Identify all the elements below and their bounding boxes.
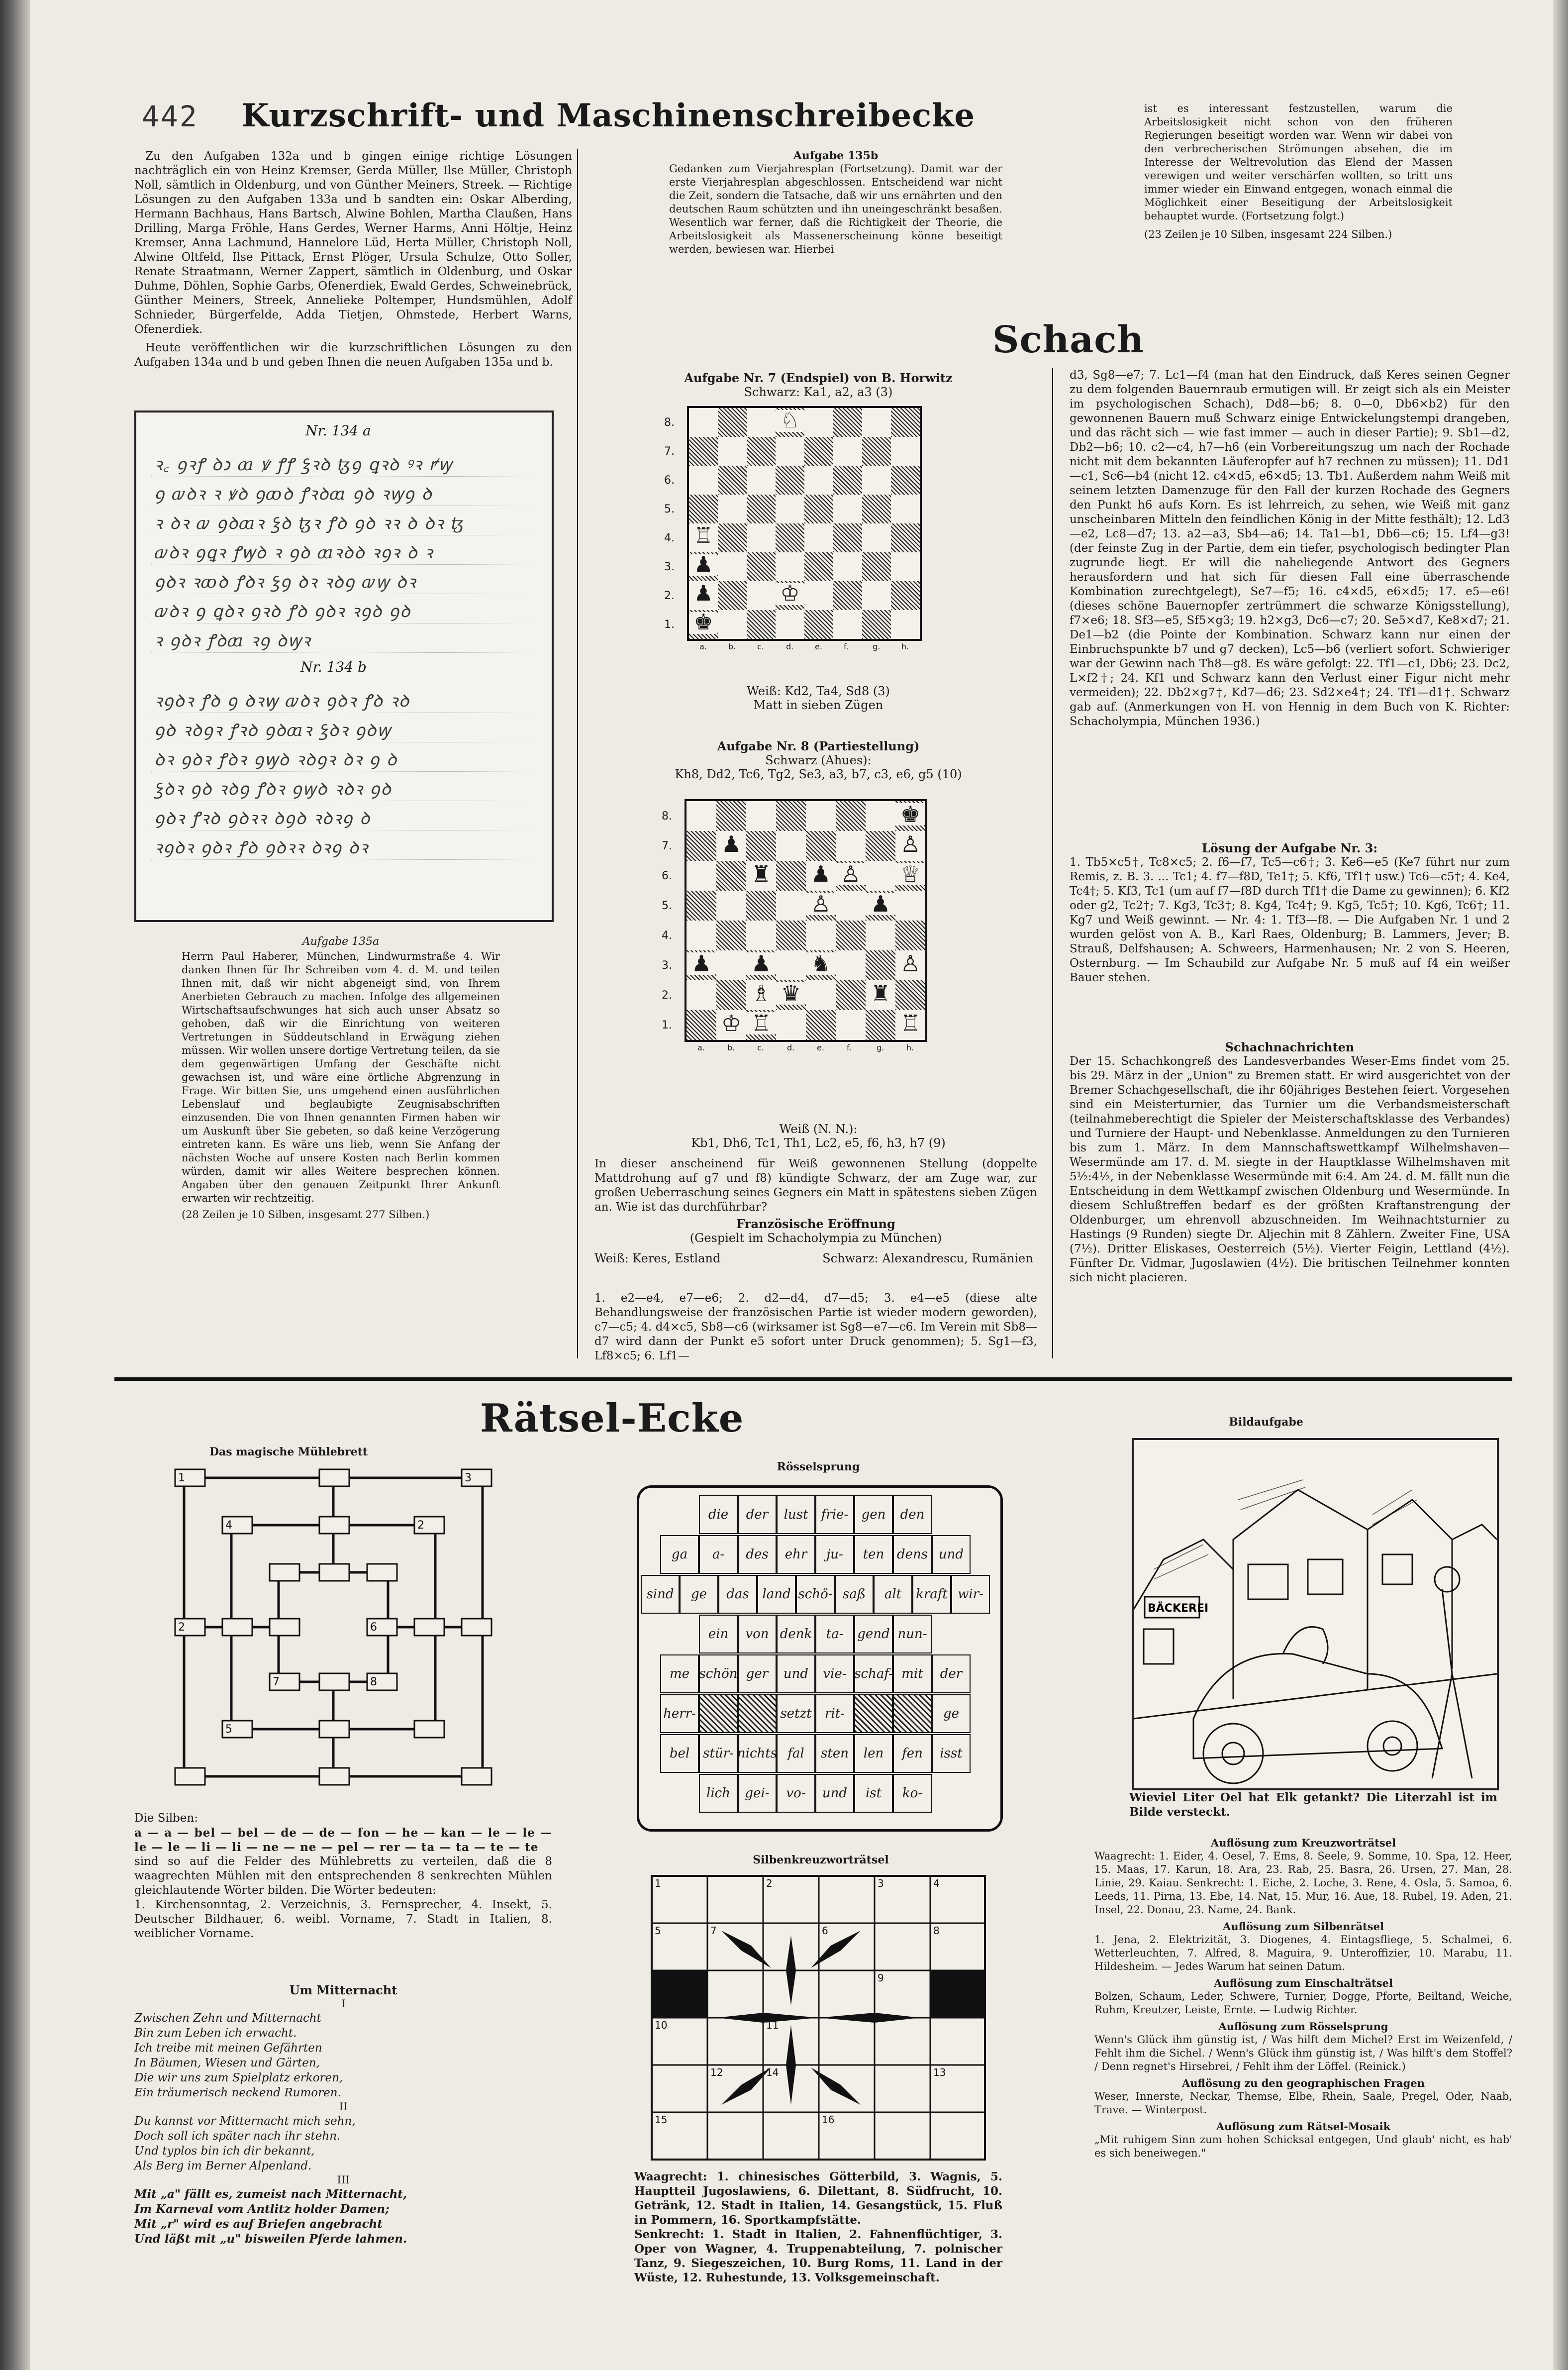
svg-text:4: 4 bbox=[933, 1877, 940, 1889]
solutions-title-geography: Auflösung zu den geographischen Fragen bbox=[1182, 2077, 1425, 2089]
knight-tour-cell: lust bbox=[777, 1495, 815, 1534]
knight-tour-cell: ga bbox=[660, 1535, 699, 1574]
poem-title: Um Mitternacht bbox=[289, 1983, 397, 1997]
crossword-across: Waagrecht: 1. chinesisches Götterbild, 3. Wagnis, 5. Hauptteil Jugoslawiens, 6. Dilettant, 8. Südfrucht, 10. Getränk, 12. Stadt in Italien, 14. Gesangstück, 15. Fluß in Pommern, 16. Sportkampfstätte. bbox=[634, 2170, 1002, 2227]
knight-tour-cell: und bbox=[777, 1654, 815, 1693]
chessboard-problem7 bbox=[664, 408, 943, 667]
chessboard-problem8 bbox=[662, 801, 950, 1070]
svg-text:5: 5 bbox=[655, 1925, 661, 1937]
knight-tour-cell: gei- bbox=[738, 1774, 777, 1813]
knight-tour-cell: ger bbox=[738, 1654, 777, 1693]
knight-tour-cell: der bbox=[932, 1654, 971, 1693]
knight-tour-cell: vo- bbox=[777, 1774, 815, 1813]
knight-tour-cell: ehr bbox=[777, 1535, 815, 1574]
chess-piece-e6: ♟ bbox=[806, 863, 836, 885]
knight-tour-cell: schö- bbox=[796, 1575, 835, 1614]
solutions-mosaic: „Mit ruhigem Sinn zum hohen Schicksal entgegen, Und glaub' nicht, es hab' es sich beneiwegen." bbox=[1094, 2134, 1512, 2159]
file-label: g. bbox=[877, 1043, 884, 1052]
chess-solution bbox=[1070, 841, 1510, 985]
knight-tour-cell: len bbox=[854, 1734, 893, 1773]
poem-midnight bbox=[134, 1983, 552, 2247]
knight-tour-cell: das bbox=[718, 1575, 757, 1614]
poem-stanza-2: Du kannst vor Mitternacht mich sehn, Doch soll ich später nach ihr stehn. Und typlos bin ich dir bekannt, Als Berg im Berner Alpenland. bbox=[134, 2115, 356, 2172]
file-label: b. bbox=[728, 642, 736, 651]
task-135b-text: Gedanken zum Vierjahresplan (Fortsetzung). Damit war der erste Vierjahresplan abgeschlossen. Entscheidend war nicht die Zeit, sondern die Tatsache, daß wir uns ernährten und den deutschen Raum schützten und ihn uneingeschränkt besaßen. Wesentlich war ferner, daß die Richtigkeit der Theorie, die Arbeitslosigkeit als Massenerscheinung könne beseitigt werden, bewiesen war. Hierbei bbox=[669, 163, 1002, 255]
mill-syllables-label: Die Silben: bbox=[134, 1812, 198, 1825]
board-frame bbox=[687, 406, 922, 641]
opening-header bbox=[594, 1217, 1037, 1245]
chess-piece-e5: ♙ bbox=[806, 893, 836, 915]
chess-piece-f6: ♙ bbox=[836, 863, 866, 885]
poem-stanza-1-number: I bbox=[341, 1998, 346, 2010]
knight-tour-cell: ten bbox=[854, 1535, 893, 1574]
chess-piece-d2: ♛ bbox=[776, 982, 806, 1005]
knight-tour-cell: und bbox=[932, 1535, 971, 1574]
knight-tour-cell: schön bbox=[699, 1654, 738, 1693]
chess-piece-a4: ♖ bbox=[689, 525, 718, 547]
knight-tour-cell: frie- bbox=[815, 1495, 854, 1534]
knight-tour-cell: saß bbox=[835, 1575, 874, 1614]
knight-tour-cell: alt bbox=[874, 1575, 912, 1614]
file-label: h. bbox=[901, 642, 909, 651]
rank-label: 6. bbox=[662, 870, 672, 882]
knight-tour-cell: ge bbox=[680, 1575, 718, 1614]
svg-text:7: 7 bbox=[273, 1676, 280, 1688]
news-text: Der 15. Schachkongreß des Landesverbandes Weser-Ems findet vom 25. bis 29. März in der „Union" zu Bremen statt. Er wird ausgerichtet von der Bremer Schachgesellschaft, die ihr 60jähriges Bestehen feiert. Vorgesehen sind ein Meisterturnier, das Turnier um die Verbandsmeisterschaft (teilnahmeberechtigt die Spieler der Meisterschaftsklasse des Verbandes) und Turniere der Haupt- und Nebenklasse. Anmeldungen zu den Turnieren bis zum 1. März. In dem Mannschaftswettkampf Wilhelmshaven—Wesermünde am 17. d. M. siegte in der Hauptklasse Wilhelmshaven mit 5½:4½, in der Nebenklasse Wesermünde mit 6:4. Am 24. d. M. fällt nun die Entscheidung in dem Wettkampf zwischen Oldenburg und Wesermünde. In diesem Schlußtreffen bedarf es der größten Kraftanstrengung der Oldenburger, um ehrenvoll abzuschneiden. Im Weihnachtsturnier zu Hastings (9 Runden) siegte Dr. Aljechin mit 8 Zählern. Zweiter Fine, USA (7½). Dritter Eliskases, Oesterreich (5½). Vierter Feigin, Lettland (4½). Fünfter Dr. Vidmar, Jugoslawien (4½). Die britischen Teilnehmer konnten sich nicht placieren. bbox=[1070, 1055, 1510, 1284]
knight-tour-cell: mit bbox=[893, 1654, 932, 1693]
shorthand-section-title bbox=[241, 97, 976, 134]
crossword-graphic bbox=[642, 1871, 1000, 2164]
page-edge-left bbox=[0, 0, 30, 2370]
rank-label: 1. bbox=[662, 1019, 672, 1031]
svg-text:4: 4 bbox=[225, 1519, 232, 1532]
crossword-title: Silbenkreuzworträtsel bbox=[753, 1854, 889, 1866]
knight-tour-cell: die bbox=[699, 1495, 738, 1534]
knight-tour-cell: land bbox=[757, 1575, 796, 1614]
svg-text:11: 11 bbox=[766, 2019, 779, 2031]
svg-text:2: 2 bbox=[417, 1519, 424, 1532]
opening-moves: 1. e2—e4, e7—e6; 2. d2—d4, d7—d5; 3. e4—e5 (diese alte Behandlungsweise der französischen Partie ist wieder modern geworden), c7—c5; 4. d4×c5, Sb8—c6 (wirksamer ist Sg8—e7—c6. Im Verein mit Sb8—d7 wird dann der Punkt e5 sofort unter Druck genommen); 5. Sg1—f3, Lf8×c5; 6. Lf1— bbox=[594, 1292, 1037, 1362]
picture-puzzle-title: Bildaufgabe bbox=[1229, 1416, 1303, 1429]
svg-text:1: 1 bbox=[655, 1877, 661, 1889]
chess-piece-e3: ♞ bbox=[806, 952, 836, 975]
knight-tour-cell: setzt bbox=[777, 1694, 815, 1733]
chess-piece-h3: ♙ bbox=[895, 952, 925, 975]
chess-piece-h8: ♚ bbox=[895, 803, 925, 825]
magic-mill-board bbox=[164, 1465, 542, 1814]
chess-piece-g5: ♟ bbox=[866, 893, 895, 915]
chess-piece-c1: ♖ bbox=[746, 1012, 776, 1034]
solutions-syllable: 1. Jena, 2. Elektrizität, 3. Diogenes, 4. Eintagsfliege, 5. Schalmei, 6. Wetterleuchten, 7. Alfred, 8. Maguira, 9. Unteroffizier, 10. Marabu, 11. Hildesheim. — Jedes Warum hat seinen Datum. bbox=[1094, 1934, 1512, 1972]
file-label: d. bbox=[786, 642, 794, 651]
svg-text:1: 1 bbox=[178, 1472, 185, 1484]
rank-label: 4. bbox=[664, 532, 675, 544]
problem7-white: Weiß: Kd2, Ta4, Sd8 (3) bbox=[747, 684, 890, 698]
knight-tour-cell: der bbox=[738, 1495, 777, 1534]
problem8-black: Kh8, Dd2, Tc6, Tg2, Se3, a3, b7, c3, e6, g5 (10) bbox=[675, 767, 962, 781]
opening-players bbox=[594, 1251, 1037, 1265]
file-label: e. bbox=[815, 642, 822, 651]
opening-title: Französische Eröffnung bbox=[736, 1217, 895, 1231]
handwriting-solution-box bbox=[134, 411, 554, 922]
problem8-footer bbox=[619, 1122, 1017, 1150]
task-135b-cont-text: ist es interessant festzustellen, warum die Arbeitslosigkeit nicht schon von den früheren Regierungen beseitigt worden war. Wenn wir dabei von den verbrecherischen Strömungen absehen, die im Interesse der Weltrevolution das Elend der Massen verewigen und weiter verschärfen wollten, so tritt uns immer wieder ein Einwand entgegen, wonach einmal die Möglichkeit einer Beseitigung der Arbeitslosigkeit behauptet wurde. (Fortsetzung folgt.) bbox=[1144, 103, 1453, 222]
task-135a-title: Aufgabe 135a bbox=[302, 935, 380, 948]
puzzle-section-title bbox=[480, 1396, 744, 1441]
chess-news bbox=[1070, 1040, 1510, 1285]
problem8-black-label: Schwarz (Ahues): bbox=[765, 753, 872, 767]
mill-text: sind so auf die Felder des Mühlebretts zu verteilen, daß die 8 waagrechten Mühlen mit den entsprechenden 8 senkrechten Mühlen gleichlautende Wörter bilden. Die Wörter bedeuten: bbox=[134, 1855, 552, 1897]
chess-piece-d8: ♘ bbox=[776, 410, 804, 432]
svg-text:12: 12 bbox=[710, 2066, 723, 2078]
rank-label: 2. bbox=[664, 590, 675, 602]
crossword-clues bbox=[634, 2169, 1002, 2285]
file-label: e. bbox=[817, 1043, 824, 1052]
knight-tour-cell: fal bbox=[777, 1734, 815, 1773]
problem8-white: Weiß (N. N.): bbox=[779, 1122, 858, 1136]
svg-text:13: 13 bbox=[933, 2066, 946, 2078]
knight-tour-cell: des bbox=[738, 1535, 777, 1574]
chess-title: Schach bbox=[992, 318, 1145, 361]
chess-piece-a2: ♟ bbox=[689, 583, 718, 605]
svg-text:5: 5 bbox=[225, 1723, 232, 1736]
knight-tour-cell: kraft bbox=[912, 1575, 951, 1614]
handwriting-label-b: Nr. 134 b bbox=[300, 659, 367, 675]
solutions-insertion: Bolzen, Schaum, Leder, Schwere, Turnier, Dogge, Pforte, Beiltand, Weiche, Ruhm, Kreutzer, Leiste, Ernte. — Ludwig Richter. bbox=[1094, 1990, 1512, 2016]
rank-label: 4. bbox=[662, 929, 672, 942]
poem-stanza-2-number: II bbox=[339, 2101, 348, 2113]
knight-tour-cell bbox=[854, 1694, 893, 1733]
svg-text:10: 10 bbox=[655, 2019, 668, 2031]
chess-piece-c6: ♜ bbox=[746, 863, 776, 885]
chess-piece-a3: ♟ bbox=[689, 554, 718, 576]
picture-puzzle-illustration bbox=[1132, 1438, 1499, 1790]
handwriting-block-b: ꝛꝯꝺꝛ ꝭꝺ ꝯ ꝺꝛꝡ ꜹꝺꝛ ꝯꝺꝛ ꝭꝺ ꝛꝺ ꝯꝺ ꝛꝺꝯꝛ ꝭꝛꝺ ꝯꝺꜳꝛ ꝣꝺꝛ ꝯꝺꝡ ꝺꝛ ꝯꝺꝛ ꝭꝺꝛ ꝯꝡꝺ ꝛꝺꝯꝛ ꝺꝛ ꝯ ꝺ ꝣꝺꝛ ꝯꝺ ꝛꝺꝯ ꝭꝺꝛ ꝯꝡꝺ ꝛꝺꝛ ꝯꝺ ꝯꝺꝛ ꝭꝛꝺ ꝯꝺꝛꝛ ꝺꝯꝺ ꝛꝺꝛꝯ ꝺ ꝛꝯꝺꝛ ꝯꝺꝛ ꝭꝺ ꝯꝺꝛꝛ ꝺꝛꝯ ꝺꝛ bbox=[151, 684, 534, 860]
knight-tour-cell: lich bbox=[699, 1774, 738, 1813]
chess-section-title bbox=[992, 318, 1144, 361]
svg-text:8: 8 bbox=[933, 1925, 940, 1937]
knight-tour-grid bbox=[637, 1485, 1000, 1829]
problem7-footer bbox=[619, 684, 1017, 712]
knight-tour-cell: den bbox=[893, 1495, 932, 1534]
file-label: f. bbox=[844, 642, 849, 651]
knight-tour-cell: ist bbox=[854, 1774, 893, 1813]
chess-piece-h6: ♕ bbox=[895, 863, 925, 885]
crossword-grid bbox=[642, 1871, 1000, 2164]
rank-label: 5. bbox=[664, 503, 675, 515]
solutions-title-knight: Auflösung zum Rösselsprung bbox=[1218, 2020, 1388, 2033]
svg-text:3: 3 bbox=[465, 1472, 472, 1484]
page-edge-right bbox=[1553, 0, 1568, 2370]
knight-tour-cell: gen bbox=[854, 1495, 893, 1534]
knight-tour-cell: ju- bbox=[815, 1535, 854, 1574]
knight-tour-cell: stür- bbox=[699, 1734, 738, 1773]
knight-tour-cell: isst bbox=[932, 1734, 971, 1773]
solution-text: 1. Tb5×c5†, Tc8×c5; 2. f6—f7, Tc5—c6†; 3. Ke6—e5 (Ke7 führt nur zum Remis, z. B. 3. ... Tc1; 4. f7—f8D, Te1†; 5. Kf6, Tf1† usw.) Tc6—c5†; 4. Ke4, Tc4†; 5. Kf3, Tc1 (um auf f7—f8D durch Tf1† die Dame zu gewinnen); 6. Kf2 oder g2, Tc2†; 7. Kg3, Tc3†; 8. Kg4, Tc4†; 9. Kg5, Tc5†; 10. Kg6, Tc6†; 11. Kg7 und Weiß gewinnt. — Nr. 4: 1. Tf3—f8. — Die Aufgaben Nr. 1 und 2 wurden gelöst von A. B., Karl Raes, Oldenburg; B. Lammers, Jever; B. Strauß, Delfshausen; A. Schweers, Harmenhausen; Nr. 2 von S. Heeren, Osternburg. — Im Schaubild zur Aufgabe Nr. 5 muß auf f4 ein weißer Bauer stehen. bbox=[1070, 856, 1510, 984]
rank-label: 3. bbox=[662, 959, 672, 972]
knight-tour-cell: ge bbox=[932, 1694, 971, 1733]
task-135b-count: (23 Zeilen je 10 Silben, insgesamt 224 Silben.) bbox=[1144, 228, 1392, 240]
solutions-crossword: Waagrecht: 1. Eider, 4. Oesel, 7. Ems, 8. Seele, 9. Somme, 10. Spa, 12. Heer, 15. Maas, 17. Karun, 18. Ara, 23. Rab, 25. Basra, 26. Ursen, 27. Man, 28. Linie, 29. Kaiau. Senkrecht: 1. Eiche, 2. Loche, 3. Rene, 4. Osla, 5. Samoa, 6. Leeds, 11. Pirna, 13. Ebe, 14. Nat, 15. Mur, 16. Aue, 18. Rubel, 19. Aden, 21. Insel, 22. Donau, 23. Name, 24. Bank. bbox=[1094, 1850, 1512, 1916]
rank-label: 5. bbox=[662, 900, 672, 912]
task-135a bbox=[134, 935, 547, 1222]
svg-text:16: 16 bbox=[822, 2114, 835, 2126]
handwriting-block-a: ꝛ꜀ ꝯꝛꝭ ꝺ𐑮 ꜳ ꝟ ꝭꝭ ꝣꝛꝺ ꜩꝯ ꝗꝛꝺ ꝰꝛ ꝵꝡ ꝯ ꜹꝺꝛ ꝛ ꝟꝺ ꝯꜵꝺ ꝭꝛꝺꜳ ꝯꝺ ꝛꝡꝯ ꝺ ꝛ ꝺꝛ ꜹ ꝯꝺꜳꝛ ꝣꝺ ꜩꝛ ꝭꝺ ꝯꝺ ꝛꝛ ꝺ ꝺꝛ ꜩ ꜹꝺꝛ ꝯꝗꝛ ꝭꝡꝺ ꝛ ꝯꝺ ꜳꝛꝺꝺ ꝛꝯꝛ ꝺ ꝛ ꝯꝺꝛ ꝛꜵꝺ ꝭꝺꝛ ꝣꝯ ꝺꝛ ꝛꝺꝯ ꜹꝡ ꝺꝛ ꜹꝺꝛ ꝯ ꝗꝺꝛ ꝯꝛꝺ ꝭꝺ ꝯꝺꝛ ꝛꝯꝺ ꝯꝺ ꝛ ꝯꝺꝛ ꝭꝺꜳ ꝛꝯ ꝺꝡꝛ bbox=[151, 447, 534, 653]
chess-piece-c2: ♗ bbox=[746, 982, 776, 1005]
knight-tour-cell: schaf- bbox=[854, 1654, 893, 1693]
file-label: c. bbox=[757, 642, 764, 651]
rank-label: 3. bbox=[664, 561, 675, 573]
shorthand-title: Kurzschrift- und Maschinenschreibecke bbox=[241, 97, 976, 134]
mill-syllables: a — a — bel — bel — de — de — fon — he — kan — le — le — le — le — li — li — ne — ne — pel — rer — ta — ta — te — te bbox=[134, 1826, 552, 1854]
shorthand-intro2-text: Heute veröffentlichen wir die kurzschriftlichen Lösungen zu den Aufgaben 134a und b und geben Ihnen die neuen Aufgaben 135a und b. bbox=[134, 341, 572, 369]
knight-tour-title: Rösselsprung bbox=[777, 1460, 860, 1473]
svg-text:8: 8 bbox=[370, 1676, 377, 1688]
picture-puzzle-caption: Wieviel Liter Oel hat Elk getankt? Die Literzahl ist im Bilde versteckt. bbox=[1129, 1791, 1497, 1819]
mill-board-graphic bbox=[164, 1465, 542, 1814]
solutions-geography: Weser, Innerste, Neckar, Themse, Elbe, Rhein, Saale, Pregel, Oder, Naab, Trave. — Winterpost. bbox=[1094, 2090, 1512, 2116]
task-135b-continued bbox=[1144, 102, 1453, 241]
knight-tour-cell bbox=[738, 1694, 777, 1733]
rank-label: 1. bbox=[664, 618, 675, 631]
problem8-white-pieces: Kb1, Dh6, Tc1, Th1, Lc2, e5, f6, h3, h7 (9) bbox=[691, 1136, 946, 1150]
chess-piece-h7: ♙ bbox=[895, 833, 925, 855]
column-rule-1 bbox=[577, 149, 578, 1358]
rank-label: 6. bbox=[664, 474, 675, 487]
rank-label: 7. bbox=[662, 840, 672, 852]
rank-label: 7. bbox=[664, 445, 675, 458]
knight-tour-cell: wir- bbox=[951, 1575, 990, 1614]
chess-piece-g2: ♜ bbox=[866, 982, 895, 1005]
file-label: b. bbox=[727, 1043, 735, 1052]
bakery-street-drawing bbox=[1134, 1440, 1497, 1788]
poem-stanza-1: Zwischen Zehn und Mitternacht Bin zum Leben ich erwacht. Ich treibe mit meinen Gefährten In Bäumen, Wiesen und Gärten, Die wir uns zum Spielplatz erkoren, Ein träumerisch neckend Rumoren. bbox=[134, 2012, 343, 2099]
mill-instructions bbox=[134, 1811, 552, 1941]
chess-piece-a3: ♟ bbox=[686, 952, 716, 975]
knight-tour-cell bbox=[893, 1694, 932, 1733]
solution-title: Lösung der Aufgabe Nr. 3: bbox=[1201, 841, 1378, 855]
poem-stanza-3-number: III bbox=[337, 2174, 350, 2186]
rank-label: 2. bbox=[662, 989, 672, 1002]
rank-label: 8. bbox=[662, 810, 672, 823]
knight-tour-cell: nun- bbox=[893, 1615, 932, 1653]
solutions-title-mosaic: Auflösung zum Rätsel-Mosaik bbox=[1216, 2120, 1391, 2133]
solutions-title-insertion: Auflösung zum Einschalträtsel bbox=[1214, 1977, 1393, 1989]
knight-tour-cell: rit- bbox=[815, 1694, 854, 1733]
handwriting-label-a: Nr. 134 a bbox=[305, 422, 371, 439]
file-label: h. bbox=[906, 1043, 914, 1052]
mill-title: Das magische Mühlebrett bbox=[209, 1445, 368, 1458]
file-label: a. bbox=[699, 642, 707, 651]
problem7-title: Aufgabe Nr. 7 (Endspiel) von B. Horwitz bbox=[684, 371, 953, 385]
problem7-goal: Matt in sieben Zügen bbox=[753, 698, 883, 712]
mill-meanings: 1. Kirchensonntag, 2. Verzeichnis, 3. Fernsprecher, 4. Insekt, 5. Deutscher Bildhauer, 6. weibl. Vorname, 7. Stadt in Italien, 8. weiblicher Vorname. bbox=[134, 1898, 552, 1940]
file-label: g. bbox=[873, 642, 881, 651]
opening-black: Schwarz: Alexandrescu, Rumänien bbox=[822, 1251, 1033, 1265]
svg-text:7: 7 bbox=[710, 1925, 717, 1937]
task-135b-title: Aufgabe 135b bbox=[793, 149, 879, 162]
solutions-knight: Wenn's Glück ihm günstig ist, / Was hilft dem Michel? Erst im Weizenfeld, / Fehlt ihm die Sichel. / Wenn's Glück ihm günstig ist, / Was hilft's dem Stoffel? / Denn regnet's Hirsebrei, / Fehlt ihm der Löffel. (Reinick.) bbox=[1094, 2034, 1512, 2072]
puzzle-solutions bbox=[1094, 1836, 1512, 2160]
chess-piece-b1: ♔ bbox=[716, 1012, 746, 1034]
news-title: Schachnachrichten bbox=[1225, 1040, 1355, 1054]
knight-tour-cell: fen bbox=[893, 1734, 932, 1773]
svg-text:15: 15 bbox=[655, 2114, 668, 2126]
problem8-text: In dieser anscheinend für Weiß gewonnenen Stellung (doppelte Mattdrohung auf g7 und f8) kündigte Schwarz, der am Zuge war, zur großen Ueberraschung seines Gegners ein Matt in spätestens sieben Zügen an. Wie ist das durchführbar? bbox=[594, 1157, 1037, 1214]
knight-tour-cell: und bbox=[815, 1774, 854, 1813]
knight-tour-cell: a- bbox=[699, 1535, 738, 1574]
knight-tour-cell: sind bbox=[641, 1575, 680, 1614]
svg-text:6: 6 bbox=[822, 1925, 828, 1937]
knight-tour-cell: gend bbox=[854, 1615, 893, 1653]
file-label: a. bbox=[697, 1043, 705, 1052]
knight-tour-cell: ta- bbox=[815, 1615, 854, 1653]
knight-tour-cell: denk bbox=[777, 1615, 815, 1653]
svg-text:2: 2 bbox=[178, 1621, 185, 1634]
knight-tour-cell: ein bbox=[699, 1615, 738, 1653]
knight-tour-cell: me bbox=[660, 1654, 699, 1693]
knight-tour-cell: sten bbox=[815, 1734, 854, 1773]
task-135b bbox=[669, 149, 1002, 256]
knight-tour-cell: dens bbox=[893, 1535, 932, 1574]
opening-white: Weiß: Keres, Estland bbox=[594, 1251, 721, 1265]
problem8-title: Aufgabe Nr. 8 (Partiestellung) bbox=[717, 739, 920, 753]
chess-analysis: d3, Sg8—e7; 7. Lc1—f4 (man hat den Eindruck, daß Keres seinen Gegner zu dem folgenden Bauernraub ermutigen will. Er zeigt sich als ein Meister im psychologischen Schach), Dd8—b6; 8. 0—0, Db6×b2) für den gewonnenen Bauern muß Schwarz einige Entwickelungstempi drangeben, und das rächt sich — wie fast immer — auch in dieser Partie); 9. Sb1—d2, Db2—b6; 10. c2—c4, h7—h6 (ein Vorbereitungszug um nach der Rochade nicht mit dem bekannten Läuferopfer auf h7 rechnen zu müssen); 11. Dd1—c1, Sc6—b4 (nicht 12. c4×d5, e6×d5; 13. Tb1. Außerdem nahm Weiß mit seinem letzten Damenzuge für den Fall der kurzen Rochade des Gegners den Punkt h6 aufs Korn. Es ist lehrreich, zu sehen, wie Weiß mit ganz unscheinbaren Mitteln den feindlichen König in der Mitte festhält); 12. Ld3—e2, Lc8—d7; 13. a2—a3, Sb4—a6; 14. Ta1—b1, Db6—c6; 15. Lf4—g3! (der feinste Zug in der Partie, dem ein tiefer, psychologisch bedingter Plan zugrunde liegt. Er will die naheliegende Antwort des Gegners herausfordern und hat sich für diesen Fall eine überraschende Kombination zurechtgelegt), Se7—f5; 16. c4×d5, e6×d5; 17. e5—e6! (dieses schöne Bauernopfer zertrümmert die schwarze Königsstellung), f7×e6; 18. Sf3—e5, Sf5×g3; 19. h2×g3, Dc6—c7; 20. Se5×d7, Ke8×d7; 21. De1—b2 (die Pointe der Kombination. Schwarz kann nur einen der Einbruchspunkte b7 und g7 decken), Lc5—b6 (verliert sofort. Schwieriger war der Gewinn nach Th8—g8. Es wäre gefolgt: 22. Tf1—c1, Db6; 23. Dc2, L×f2†; 24. Kf1 und Schwarz kann den Verlust einer Figur nicht mehr vermeiden); 22. Db2×g7†, Kd7—d6; 23. Sd2×e4†; 24. Tf1—d1†. Schwarz gab auf. (Anmerkungen von H. von Hennig in dem Buch von K. Richter: Schacholympia, München 1936.) bbox=[1070, 369, 1510, 728]
solutions-title-syllable: Auflösung zum Silbenrätsel bbox=[1223, 1920, 1384, 1933]
svg-text:14: 14 bbox=[766, 2066, 779, 2078]
solutions-title-crossword: Auflösung zum Kreuzworträtsel bbox=[1210, 1837, 1396, 1849]
bakery-sign: BÄCKEREI bbox=[1148, 1602, 1209, 1615]
file-label: f. bbox=[847, 1043, 852, 1052]
knight-tour-cell: herr- bbox=[660, 1694, 699, 1733]
puzzle-title: Rätsel-Ecke bbox=[480, 1396, 744, 1441]
svg-text:9: 9 bbox=[878, 1972, 884, 1984]
chess-piece-d2: ♔ bbox=[776, 583, 804, 605]
section-separator bbox=[114, 1377, 1512, 1381]
shorthand-intro-text: Zu den Aufgaben 132a und b gingen einige richtige Lösungen nachträglich ein von Heinz Kremser, Gerda Müller, Ilse Müller, Christoph Noll, sämtlich in Oldenburg, und von Günther Meiners, Streek. — Richtige Lösungen zu den Aufgaben 133a und b sandten ein: Oskar Alberding, Hermann Bachhaus, Hans Bartsch, Alwine Bohlen, Martha Claußen, Hans Drilling, Marga Fröhle, Hans Gerdes, Werner Harms, Anni Höltje, Heinz Kremser, Anna Lachmund, Hannelore Lüd, Herta Müller, Christoph Noll, Alwine Oltfeld, Ilse Pittack, Ernst Plöger, Ursula Schulze, Otto Soller, Renate Straatmann, Werner Zappert, sämtlich in Oldenburg, und Oskar Duhme, Döhlen, Sophie Garbs, Ofenerdiek, Ewald Gerdes, Schweinebrück, Günther Meiners, Streek, Annelieke Poltemper, Hundsmühlen, Adolf Schnieder, Bürgerfelde, Adda Tietjen, Ohmstede, Herbert Warns, Ofenerdiek. bbox=[134, 150, 572, 336]
rank-label: 8. bbox=[664, 416, 675, 429]
problem7-header bbox=[619, 371, 1017, 399]
chess-piece-c3: ♟ bbox=[746, 952, 776, 975]
knight-tour-cell: ko- bbox=[893, 1774, 932, 1813]
chess-piece-h1: ♖ bbox=[895, 1012, 925, 1034]
page-number: 442 bbox=[142, 100, 198, 133]
svg-text:6: 6 bbox=[370, 1621, 377, 1634]
task-135a-text: Herrn Paul Haberer, München, Lindwurmstraße 4. Wir danken Ihnen für Ihr Schreiben vom 4. d. M. und teilen Ihnen mit, daß wir nicht abgeneigt sind, von Ihrem Anerbieten Gebrauch zu machen. Infolge des allgemeinen Wirtschaftsaufschwunges hat sich auch unser Absatz so gehoben, daß wir die Einrichtung von weiteren Vertretungen in Süddeutschland in Erwägung ziehen müssen. Wir wollen unsere dortige Vertretung teilen, da sie dem gegenwärtigen Umfang der Geschäfte nicht gewachsen ist, und wäre eine örtliche Abgrenzung in Frage. Wir bitten Sie, uns umgehend einen ausführlichen Lebenslauf und beglaubigte Zeugnisabschriften einzusenden. Die von Ihnen genannten Firmen haben wir um Auskunft über Sie gebeten, so daß keine Verzögerung eintreten kann. Es wäre uns lieb, wenn Sie Anfang der nächsten Woche auf unsere Kosten nach Berlin kommen würden, damit wir alles Weitere besprechen können. Angaben über den genauen Zeitpunkt Ihrer Ankunft erwarten wir rechtzeitig. bbox=[182, 950, 500, 1204]
knight-tour-cell: nichts bbox=[738, 1734, 777, 1773]
file-label: d. bbox=[787, 1043, 795, 1052]
shorthand-intro bbox=[134, 149, 572, 372]
crossword-down: Senkrecht: 1. Stadt in Italien, 2. Fahnenflüchtiger, 3. Oper von Wagner, 4. Truppenabteilung, 7. polnischer Tanz, 9. Siegeszeichen, 10. Burg Roms, 11. Land in der Wüste, 12. Ruhestunde, 13. Volksgemeinschaft. bbox=[634, 2228, 1002, 2284]
problem7-black: Schwarz: Ka1, a2, a3 (3) bbox=[744, 385, 893, 399]
svg-text:3: 3 bbox=[878, 1877, 884, 1889]
knight-tour-cell: von bbox=[738, 1615, 777, 1653]
knight-tour-cell: vie- bbox=[815, 1654, 854, 1693]
column-rule-2 bbox=[1052, 368, 1053, 1358]
knight-tour-cell bbox=[699, 1694, 738, 1733]
problem8-header bbox=[619, 739, 1017, 781]
task-135a-count: (28 Zeilen je 10 Silben, insgesamt 277 Silben.) bbox=[182, 1209, 430, 1221]
chess-piece-b7: ♟ bbox=[716, 833, 746, 855]
poem-stanza-3: Mit „a" fällt es, zumeist nach Mitternacht, Im Karneval vom Antlitz holder Damen; Mit „r" wird es auf Briefen angebracht Und läßt mit „u" bisweilen Pferde lahmen. bbox=[134, 2187, 407, 2246]
opening-subtitle: (Gespielt im Schacholympia zu München) bbox=[689, 1231, 942, 1245]
file-label: c. bbox=[757, 1043, 764, 1052]
svg-text:2: 2 bbox=[766, 1877, 773, 1889]
knight-tour-cell: bel bbox=[660, 1734, 699, 1773]
chess-piece-a1: ♚ bbox=[689, 612, 718, 634]
